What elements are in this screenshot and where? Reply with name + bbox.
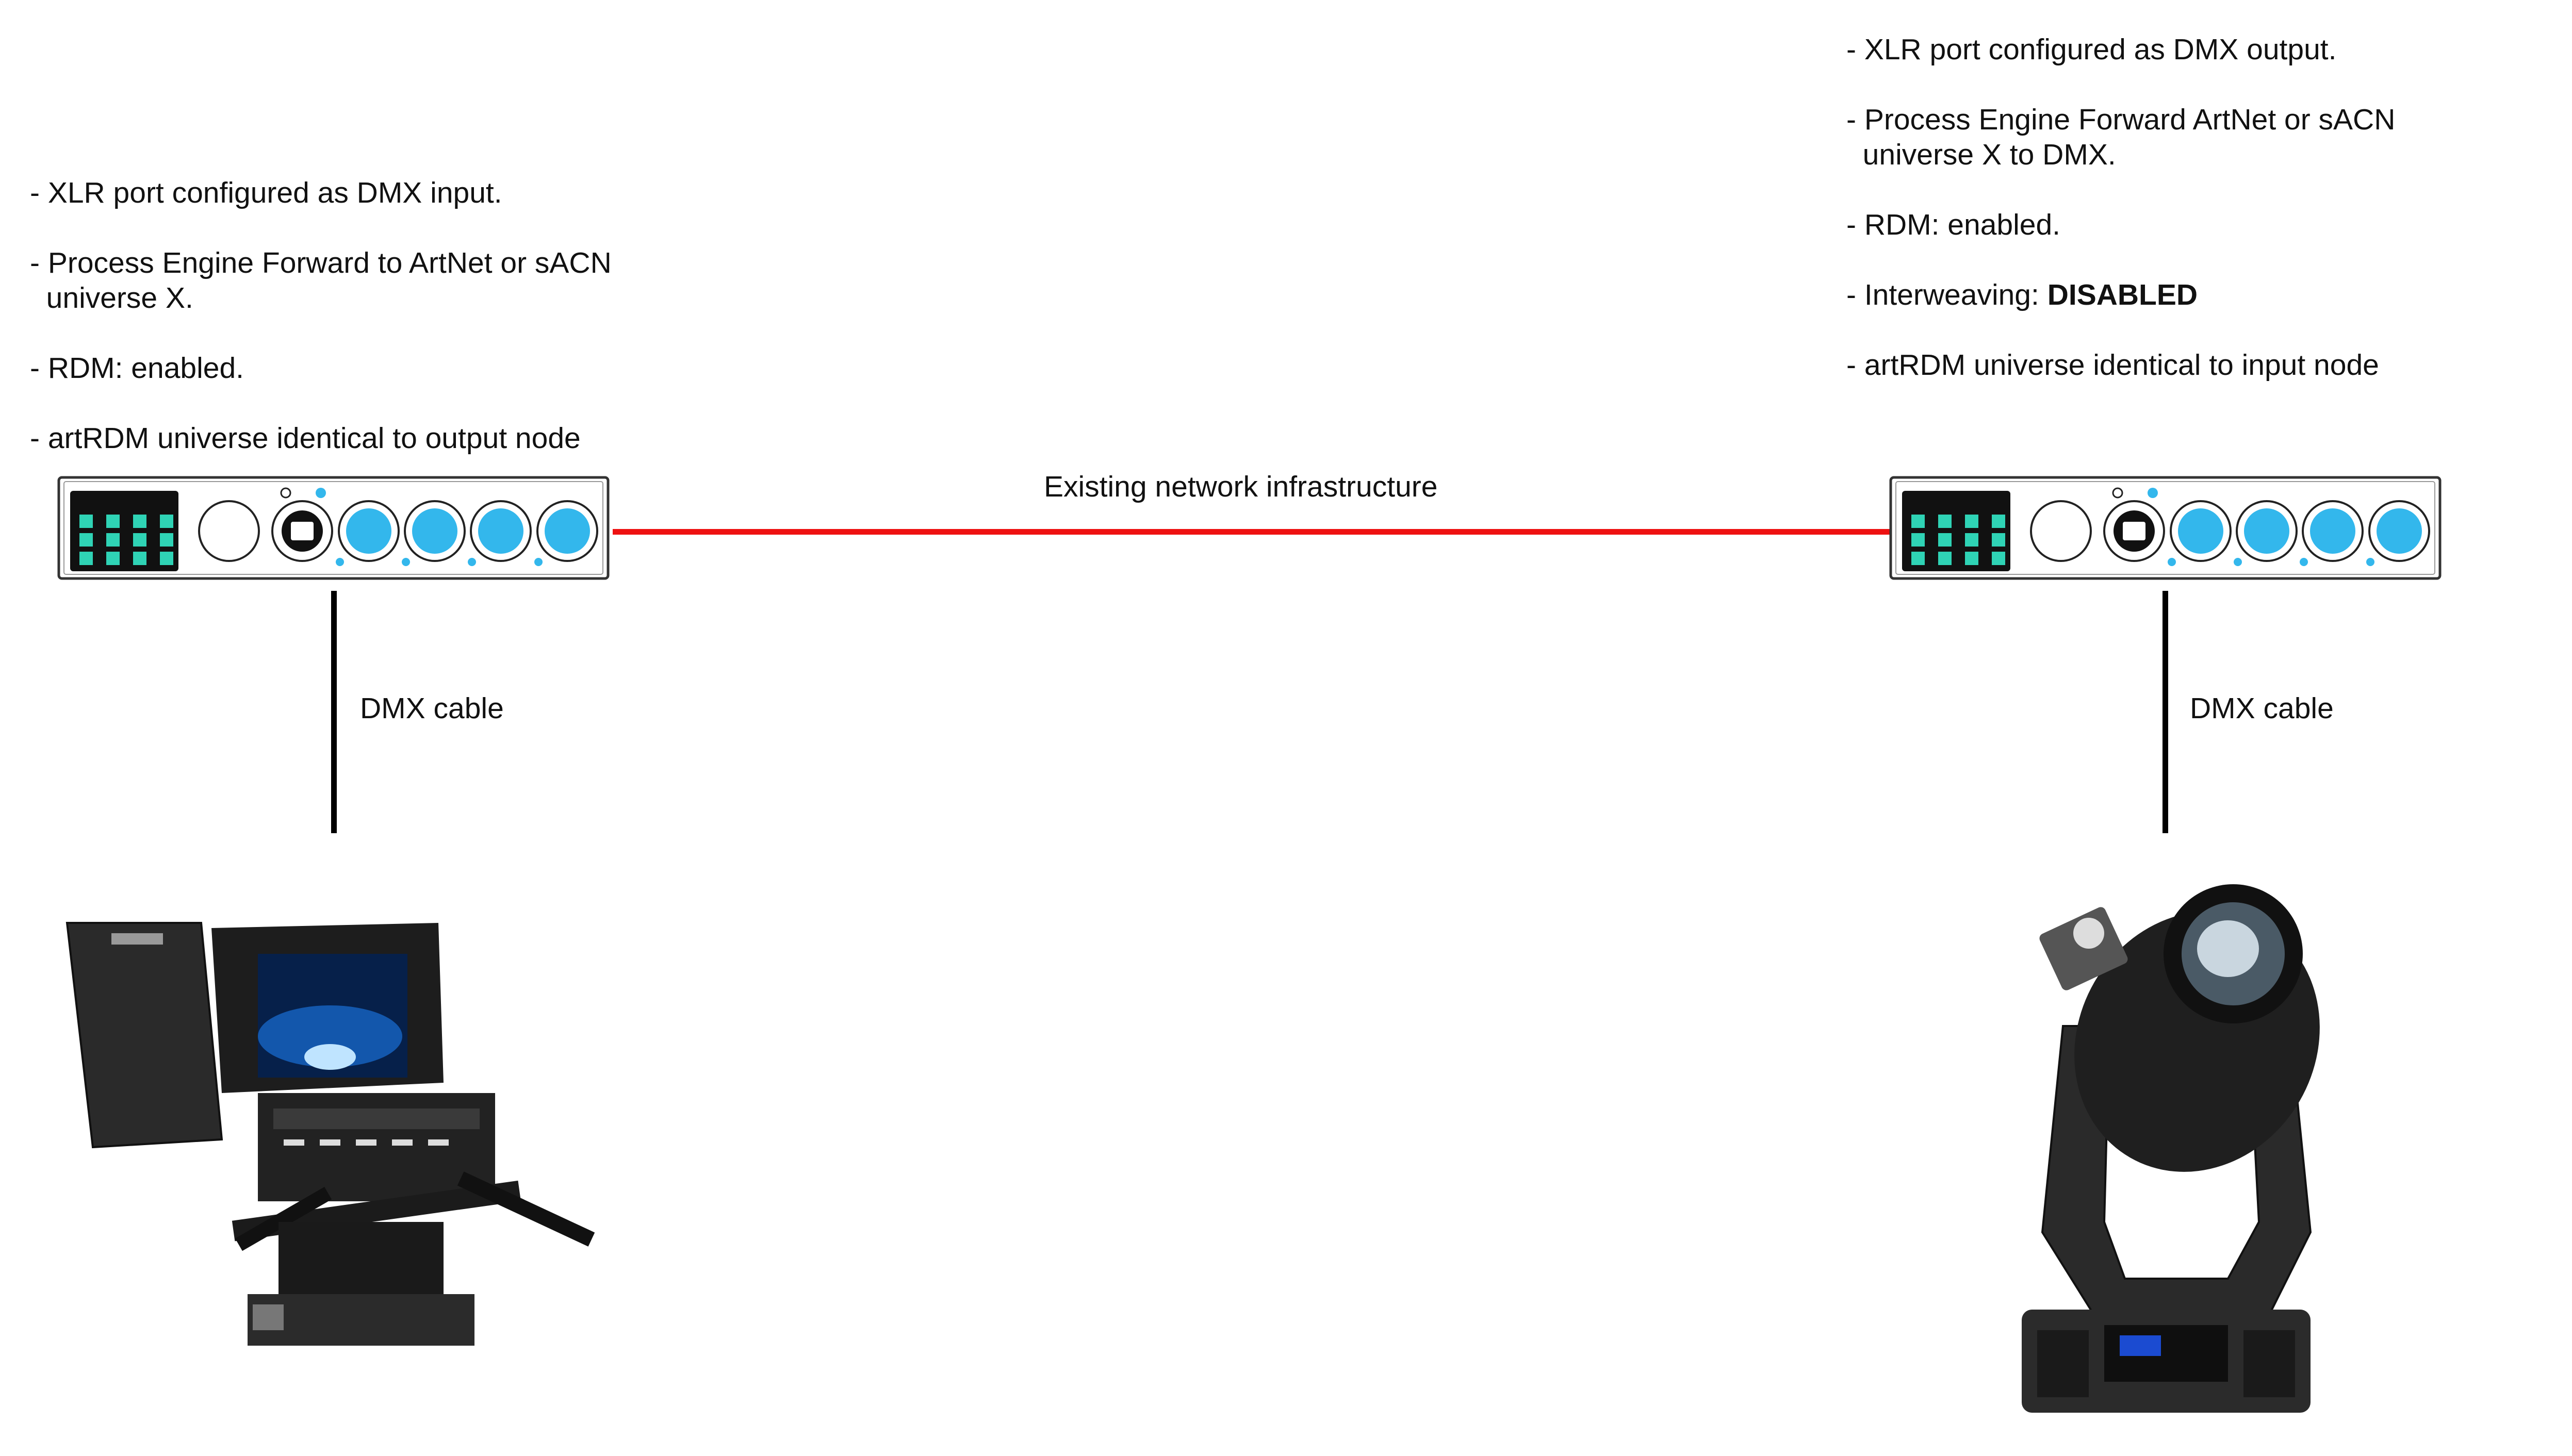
output-node-notes bbox=[1846, 32, 2395, 418]
output-note-xlr: - XLR port configured as DMX output. bbox=[1846, 33, 2337, 66]
output-note-process-engine: - Process Engine Forward ArtNet or sACN universe X to DMX. bbox=[1846, 103, 2396, 171]
input-note-xlr: - XLR port configured as DMX input. bbox=[30, 176, 502, 209]
output-note-artrdm: - artRDM universe identical to input node bbox=[1846, 349, 2379, 382]
input-note-rdm: - RDM: enabled. bbox=[30, 352, 244, 385]
network-node-icon bbox=[1888, 473, 2443, 585]
interweaving-label: - Interweaving: bbox=[1846, 278, 2047, 311]
right-dmx-cable-label: DMX cable bbox=[2190, 692, 2334, 725]
input-note-process-engine: - Process Engine Forward to ArtNet or sACN universe X. bbox=[30, 246, 612, 315]
output-note-rdm: - RDM: enabled. bbox=[1846, 208, 2061, 241]
input-node-notes bbox=[30, 175, 612, 491]
lighting-console-icon bbox=[62, 913, 629, 1356]
output-note-interweaving bbox=[1846, 277, 2395, 312]
input-node bbox=[56, 473, 611, 585]
moving-head-fixture-icon bbox=[2001, 871, 2362, 1418]
right-dmx-cable bbox=[2163, 591, 2168, 833]
network-node-icon bbox=[56, 473, 611, 585]
left-dmx-cable bbox=[331, 591, 337, 833]
output-node bbox=[1888, 473, 2443, 585]
input-note-artrdm: - artRDM universe identical to output node bbox=[30, 422, 581, 455]
left-dmx-cable-label: DMX cable bbox=[360, 692, 504, 725]
network-link-line bbox=[613, 529, 1892, 535]
network-label: Existing network infrastructure bbox=[1044, 470, 1438, 503]
interweaving-value: DISABLED bbox=[2047, 278, 2198, 311]
